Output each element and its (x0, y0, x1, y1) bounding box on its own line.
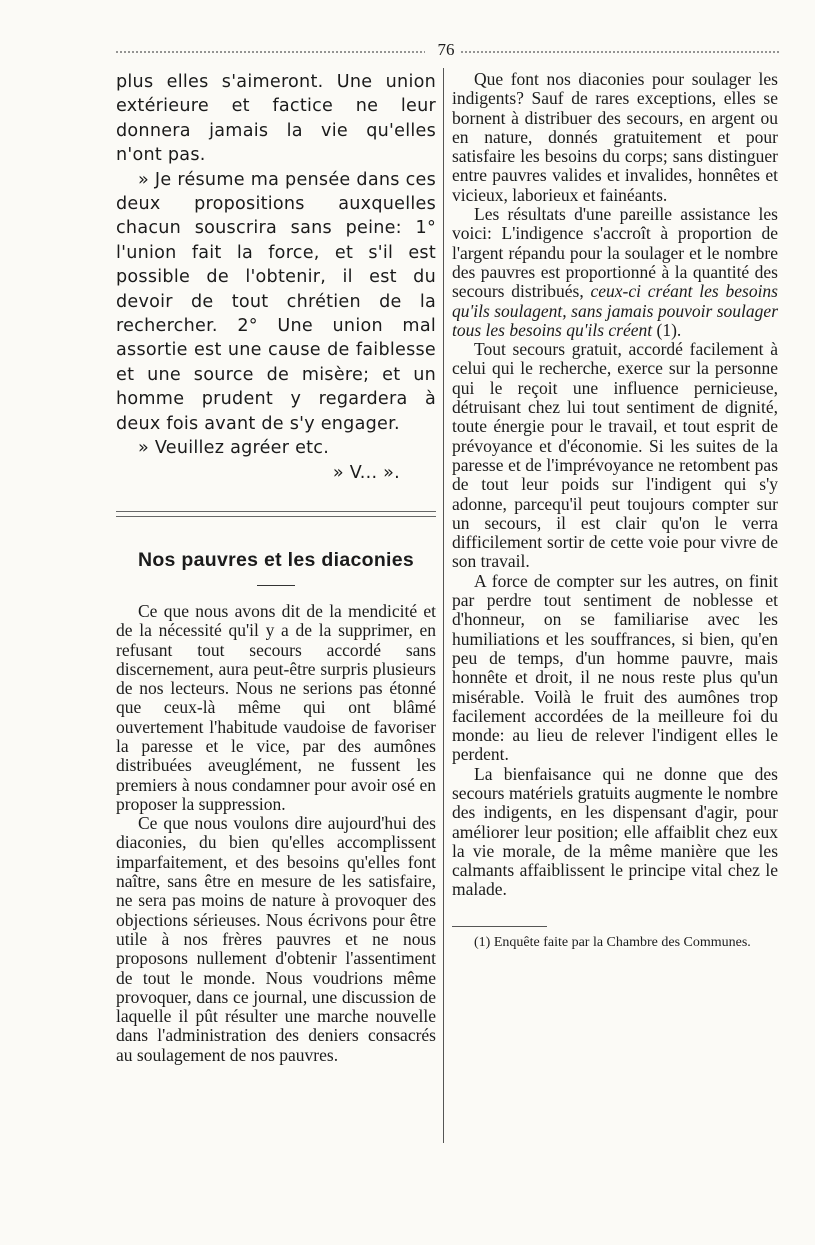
section-separator (116, 511, 436, 517)
article-paragraph: A force de compter sur les autres, on finit par perdre tout sentiment de noblesse et d'honneur, on se familiarise avec les humiliations et les souffrances, si bien, qu'en peu de temps, d'un homme pauvre, mais honnête et droit, il ne nous reste plus qu'un misérable. Voilà le fruit des aumônes trop facilement accordées de la meilleure foi du monde: au lieu de relever l'indigent elles le perdent. (452, 570, 778, 765)
left-column (116, 70, 436, 1065)
running-head (115, 40, 780, 62)
footnote-rule (452, 926, 547, 927)
paragraph-text: Les résultats d'une pareille assistance les voici: L'indigence s'accroît à proportion de l'argent répandu pour la soulager et le nombre des pauvres est proportionné à la quantité des secours distribués, (452, 204, 778, 302)
italic-quote: ceux-ci créant les besoins qu'ils soulagent, sans jamais pouvoir soulager tous les besoins qu'ils créent (452, 281, 778, 340)
column-divider (443, 68, 444, 1143)
letter-closing: » Veuillez agréer etc. (138, 438, 330, 459)
header-ornament-left (115, 50, 425, 54)
footnote-text: (1) Enquête faite par la Chambre des Communes. (474, 934, 751, 950)
header-ornament-right (460, 50, 780, 54)
footnote (452, 935, 778, 950)
letter-signature: » V... ». (332, 462, 400, 483)
section-title: Nos pauvres et les diaconies (137, 548, 415, 571)
article-paragraph: Tout secours gratuit, accordé facilement à celui qui le recherche, exerce sur la personne qui le reçoit une influence pernicieuse, détruisant chez lui tout sentiment de dignité, toute énergie pour le travail, et tout esprit de prévoyance et d'économie. Si les suites de la paresse et de l'imprévoyance ne retombent pas de tout leur poids sur l'indigent qui s'y adonne, parcequ'il peut toujours compter sur un secours, il est clair qu'on le verra difficilement sortir de cette voie pour vivre de son travail. (452, 339, 778, 572)
article-paragraph: Que font nos diaconies pour soulager les indigents? Sauf de rares exceptions, elles se bornent à distribuer des secours, en argent ou en nature, donnés gratuitement et pour satisfaire les besoins du corps; sans distinguer entre pauvres valides et invalides, honnêtes et vicieux, laborieux et fainéants. (452, 69, 778, 205)
article-paragraph (452, 205, 778, 340)
title-dash (257, 585, 295, 586)
right-column (452, 70, 778, 950)
letter-conclusion (116, 70, 436, 485)
article-paragraph: Ce que nous voulons dire aujourd'hui des diaconies, du bien qu'elles accomplissent imparfaitement, et des besoins qu'elles font naître, sans être en mesure de les satisfaire, ne sera pas moins de nature à provoquer des objections sérieuses. Nous écrivons pour être utile à nos frères pauvres et ne nous proposons nullement d'obtenir l'assentiment de tout le monde. Nous voudrions même provoquer, dans ce journal, une discussion de laquelle il pût résulter une marche nouvelle dans l'administration des deniers consacrés au soulagement de nos pauvres. (116, 813, 436, 1065)
letter-paragraph: » Je résume ma pensée dans ces deux propositions auxquelles chacun souscrira sans peine: 1° l'union fait la force, et s'il est possible de l'obtenir, il est du devoir de tout chrétien de la rechercher. 2° Une union mal assortie est une cause de faiblesse et une source de misère; et un homme prudent y regardera à deux fois avant de s'y engager. (116, 169, 436, 434)
letter-paragraph: plus elles s'aimeront. Une union extérieure et factice ne leur donnera jamais la vie qu'elles n'ont pas. (116, 72, 436, 166)
footnote-reference: (1). (652, 319, 682, 340)
article-body-left (116, 602, 436, 1065)
page-number: 76 (437, 40, 455, 59)
article-paragraph: La bienfaisance qui ne donne que des secours matériels gratuits augmente le nombre des indigents, en les dispensant d'agir, pour améliorer leur position; elle affaiblit chez eux la vie morale, de la même manière que les calmants affaiblissent le principe vital chez le malade. (452, 763, 778, 900)
article-paragraph: Ce que nous avons dit de la mendicité et de la nécessité qu'il y a de la supprimer, en refusant tout secours accordé sans discernement, aura peut-être surpris plusieurs de nos lecteurs. Nous ne serions pas étonné que ceux-là même qui ont blâmé ouvertement l'habitude vaudoise de favoriser la paresse et le vice, par des aumônes distribuées aveuglément, ne fussent les premiers à nous condamner pour avoir osé en proposer la suppression. (116, 600, 436, 814)
